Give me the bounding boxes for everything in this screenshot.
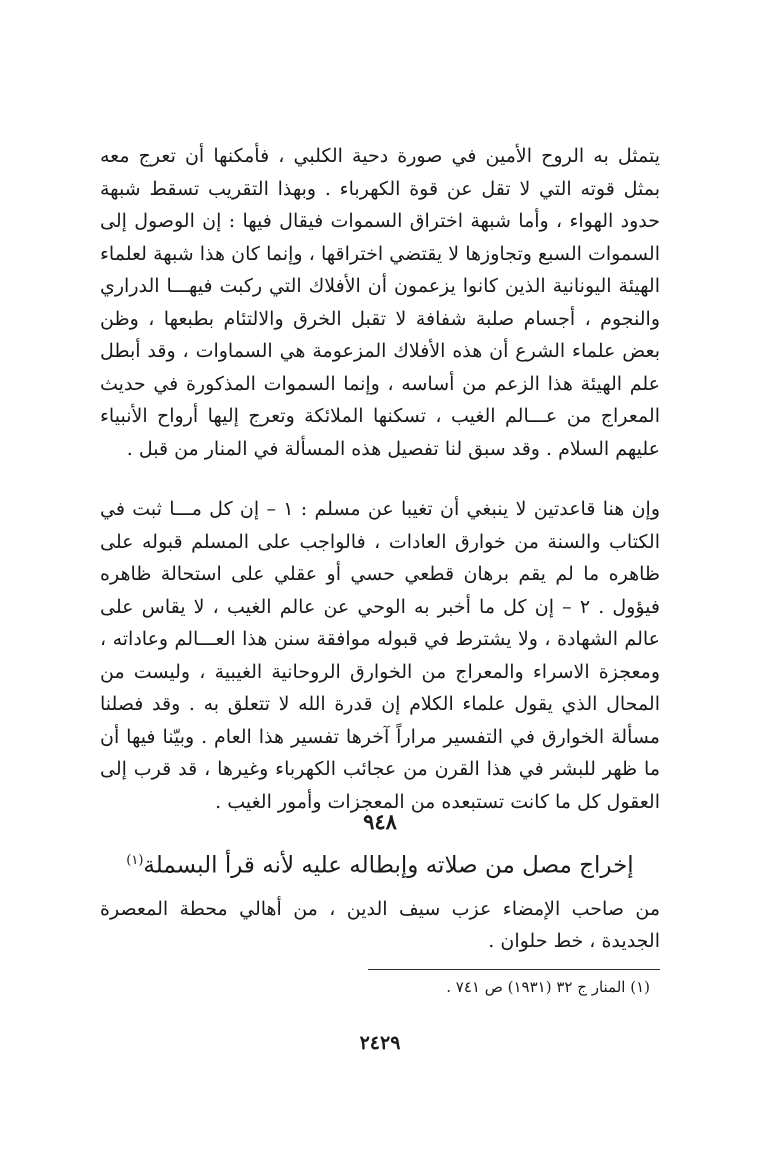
footnote-marker: (١) — [126, 853, 144, 868]
body-paragraph-1: يتمثل به الروح الأمين في صورة دحية الكلبي ، فأمكنها أن تعرج معه بمثل قوته التي لا تقل عن قوة الكهرباء . وبهذا التقريب تسقط شبهة حدود الهواء ، وأما شبهة اختراق السموات فيقال فيها : إن الوصول إلى السموات السبع وتجاوزها لا يقتضي اختراقها ، وإنما كان هذا شبهة لعلماء الهيئة اليونانية الذين كانوا يزعمون أن الأفلاك التي ركبت فيهـــا الدراري والنجوم ، أجسام صلبة شفافة لا تقبل الخرق والالتئام بطبعها ، وظن بعض علماء الشرع أن هذه الأفلاك المزعومة هي السماوات ، وقد أبطل علم الهيئة هذا الزعم من أساسه ، وإنما السموات المذكورة في حديث المعراج من عـــالم الغيب ، تسكنها الملائكة وتعرج إليها أرواح الأنبياء عليهم السلام . وقد سبق لنا تفصيل هذه المسألة في المنار من قبل . — [100, 145, 660, 460]
footnote-divider — [368, 969, 660, 970]
body-paragraph-2: وإن هنا قاعدتين لا ينبغي أن تغيبا عن مسلم : ١ – إن كل مـــا ثبت في الكتاب والسنة من خوارق العادات ، فالواجب على المسلم قبوله على ظاهره ما لم يقم برهان قطعي حسي أو عقلي على استحالة ظاهره فيؤول . ٢ – إن كل ما أخبر به الوحي عن عالم الغيب ، لا يقاس على عالم الشهادة ، ولا يشترط في قبوله موافقة سنن هذا العـــالم وعاداته ، ومعجزة الاسراء والمعراج من الخوارق الروحانية الغيبية ، وليست من المحال الذي يقول علماء الكلام إن قدرة الله لا تتعلق به . وقد فصلنا مسألة الخوارق في التفسير مراراً آخرها تفسير هذا العام . وبيّنا فيها أن ما ظهر للبشر في هذا القرن من عجائب الكهرباء وغيرها ، قد قرب إلى العقول كل ما كانت تستبعده من المعجزات وأمور الغيب . — [100, 498, 660, 813]
page-number: ٢٤٢٩ — [359, 1031, 401, 1054]
fatwa-number: ٩٤٨ — [363, 809, 397, 834]
fatwa-title-text: إخراج مصل من صلاته وإبطاله عليه لأنه قرأ البسملة — [143, 852, 634, 879]
fatwa-title — [100, 844, 660, 883]
page-content — [100, 140, 660, 1054]
question-intro: من صاحب الإمضاء عزب سيف الدين ، من أهالي محطة المعصرة الجديدة ، خط حلوان . — [100, 897, 660, 952]
footnote: (١) المنار ج ٣٢ (١٩٣١) ص ٧٤١ . — [446, 977, 650, 996]
